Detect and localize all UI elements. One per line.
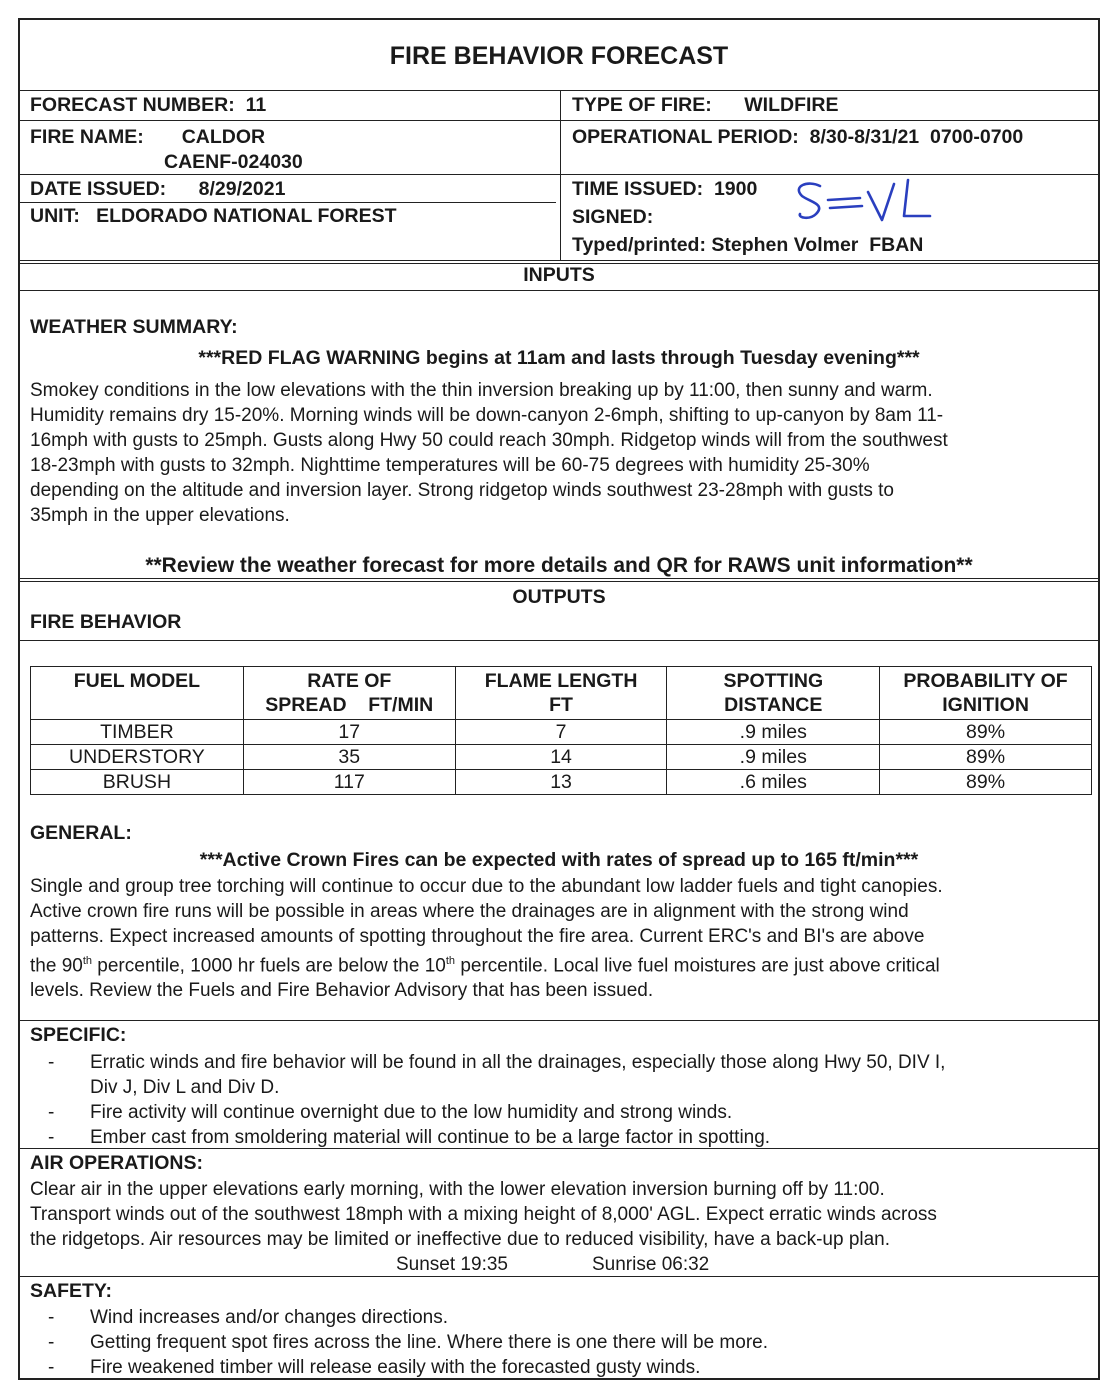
weather-review-note: **Review the weather forecast for more details and QR for RAWS unit information**	[145, 554, 973, 577]
time-issued-field: TIME ISSUED: 1900	[572, 178, 758, 200]
divider	[20, 90, 1098, 91]
col-flame-length: FLAME LENGTH FT	[455, 667, 667, 720]
inputs-heading: INPUTS	[523, 264, 595, 286]
sunrise-time: Sunrise 06:32	[592, 1254, 710, 1275]
weather-summary-text: Smokey conditions in the low elevations with the thin inversion breaking up by 11:00, then sunny and warm. Humidity remains dry 15-20%. Morning winds will be down-canyon 2-6mph, shifting to up-canyon by 8am 11- 16mph with gusts to 25mph. Gusts along Hwy 50 could reach 30mph. Ridgetop winds will from the southwest 18-23mph with gusts to 32mph. Nighttime temperatures will be 60-75 degrees with humidity 25-30% depending on the altitude and inversion layer. Strong ridgetop winds southwest 23-28mph with gusts to 35mph in the upper elevations.	[30, 380, 948, 526]
specific-list	[20, 1050, 1100, 1150]
crown-fire-banner: ***Active Crown Fires can be expected with rates of spread up to 165 ft/min***	[199, 849, 919, 871]
weather-summary-heading: WEATHER SUMMARY:	[30, 316, 238, 338]
list-item: - Getting frequent spot fires across the line. Where there is one there will be more.	[20, 1330, 1100, 1355]
col-fuel-model: FUEL MODEL	[31, 667, 244, 720]
typed-printed-field: Typed/printed: Stephen Volmer FBAN	[572, 234, 924, 256]
cell-flame-length: 7	[455, 720, 667, 745]
cell-rate-of-spread: 117	[243, 770, 455, 795]
table-header-row	[31, 667, 1092, 720]
cell-fuel-model: TIMBER	[31, 720, 244, 745]
forecast-number-field: FORECAST NUMBER: 11	[30, 94, 267, 116]
time-issued: 1900	[713, 178, 758, 200]
forecast-form	[18, 18, 1100, 1380]
type-of-fire-field: TYPE OF FIRE: WILDFIRE	[572, 94, 839, 116]
page-title: FIRE BEHAVIOR FORECAST	[389, 42, 729, 70]
cell-probability: 89%	[880, 745, 1092, 770]
general-text: Single and group tree torching will continue to occur due to the abundant low ladder fuels and tight canopies. Active crown fire runs will be possible in areas where the drainages are in alignment with the strong wind patterns. Expect increased amounts of spotting throughout the fire area. Current ERC's and BI's are above the 90th percentile, 1000 hr fuels are below the 10th percentile. Local live fuel moistures are just above critical levels. Review the Fuels and Fire Behavior Advisory that has been issued.	[30, 876, 943, 1002]
divider	[20, 174, 1098, 175]
list-item: - Erratic winds and fire behavior will be found in all the drainages, especially those along Hwy 50, DIV I, Div J, Div L and Div D.	[20, 1050, 1100, 1100]
divider	[20, 260, 1098, 261]
general-heading: GENERAL:	[30, 822, 132, 844]
cell-rate-of-spread: 17	[243, 720, 455, 745]
date-issued: 8/29/2021	[198, 178, 286, 200]
operational-period: 8/30-8/31/21 0700-0700	[809, 126, 1024, 148]
typed-name: Stephen Volmer FBAN	[711, 234, 924, 256]
table-row	[31, 720, 1092, 745]
signature-image	[790, 176, 940, 228]
unit: ELDORADO NATIONAL FOREST	[96, 205, 397, 227]
cell-spotting-distance: .9 miles	[667, 720, 880, 745]
cell-probability: 89%	[880, 770, 1092, 795]
air-operations-heading: AIR OPERATIONS:	[30, 1152, 203, 1174]
list-item: - Wind increases and/or changes directions.	[20, 1305, 1100, 1330]
divider	[20, 1148, 1098, 1149]
col-rate-of-spread: RATE OF SPREAD FT/MIN	[243, 667, 455, 720]
divider	[20, 290, 1098, 291]
signed-label: SIGNED:	[572, 206, 654, 228]
fire-behavior-heading: FIRE BEHAVIOR	[30, 611, 182, 633]
list-item: - Ember cast from smoldering material will continue to be a large factor in spotting.	[20, 1125, 1100, 1150]
cell-flame-length: 14	[455, 745, 667, 770]
divider	[20, 581, 1098, 582]
specific-heading: SPECIFIC:	[30, 1024, 127, 1046]
forecast-number: 11	[245, 94, 267, 116]
header-divider	[560, 90, 561, 260]
divider	[20, 640, 1098, 641]
divider	[20, 120, 1098, 121]
table-row	[31, 745, 1092, 770]
date-issued-field: DATE ISSUED: 8/29/2021	[30, 178, 286, 200]
unit-field: UNIT: ELDORADO NATIONAL FOREST	[30, 205, 397, 227]
red-flag-warning: ***RED FLAG WARNING begins at 11am and lasts through Tuesday evening***	[198, 347, 920, 369]
col-spotting-distance: SPOTTING DISTANCE	[667, 667, 880, 720]
cell-spotting-distance: .9 miles	[667, 745, 880, 770]
sunset-time: Sunset 19:35	[396, 1254, 508, 1275]
cell-fuel-model: BRUSH	[31, 770, 244, 795]
fire-behavior-table	[30, 666, 1092, 795]
divider	[20, 202, 556, 203]
divider	[20, 1020, 1098, 1021]
type-of-fire: WILDFIRE	[744, 94, 839, 116]
outputs-heading: OUTPUTS	[512, 586, 606, 608]
cell-spotting-distance: .6 miles	[667, 770, 880, 795]
cell-rate-of-spread: 35	[243, 745, 455, 770]
table-row	[31, 770, 1092, 795]
divider	[20, 578, 1098, 579]
safety-heading: SAFETY:	[30, 1280, 112, 1302]
fire-name: CALDOR	[181, 126, 266, 148]
air-operations-text: Clear air in the upper elevations early morning, with the lower elevation inversion burning off by 11:00. Transport winds out of the southwest 18mph with a mixing height of 8,000' AGL. Expect erratic winds across the ridgetops. Air resources may be limited or ineffective due to reduced visibility, have a back-up plan.	[30, 1179, 937, 1250]
list-item: - Fire weakened timber will release easily with the forecasted gusty winds.	[20, 1355, 1100, 1380]
cell-probability: 89%	[880, 720, 1092, 745]
cell-fuel-model: UNDERSTORY	[31, 745, 244, 770]
safety-list	[20, 1305, 1100, 1380]
operational-period-field: OPERATIONAL PERIOD: 8/30-8/31/21 0700-0700	[572, 126, 1024, 148]
fire-id: CAENF-024030	[164, 151, 303, 173]
fire-name-field: FIRE NAME: CALDOR	[30, 126, 266, 148]
divider	[20, 1276, 1098, 1277]
col-probability-of-ignition: PROBABILITY OF IGNITION	[880, 667, 1092, 720]
cell-flame-length: 13	[455, 770, 667, 795]
list-item: - Fire activity will continue overnight due to the low humidity and strong winds.	[20, 1100, 1100, 1125]
